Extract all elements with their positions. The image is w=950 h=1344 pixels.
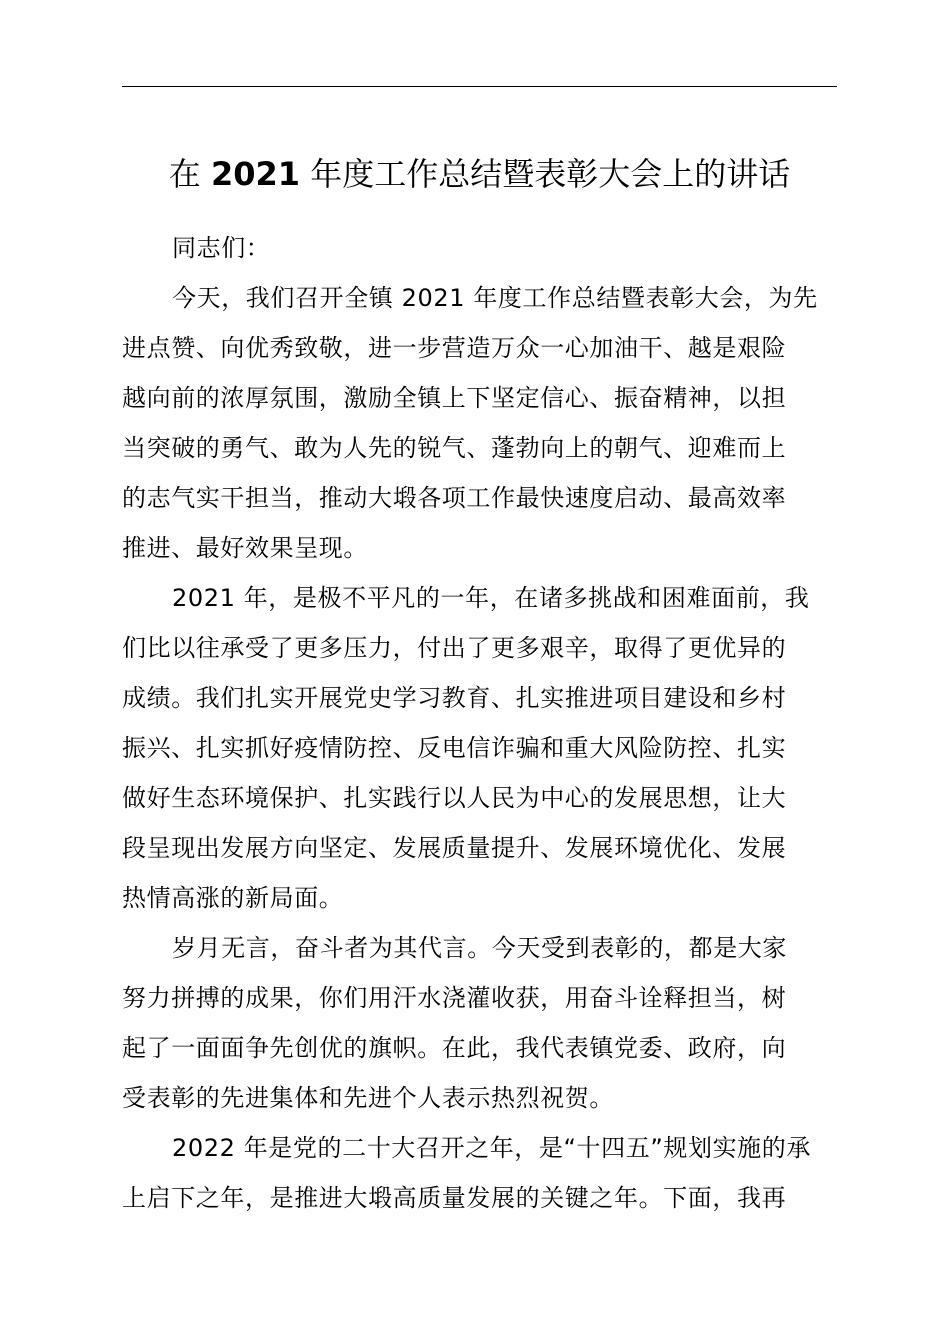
paragraph-2-line-4: 振兴、扎实抓好疫情防控、反电信诈骗和重大风险防控、扎实 (122, 734, 787, 762)
paragraph-2-line-5: 做好生态环境保护、扎实践行以人民为中心的发展思想，让大 (122, 784, 787, 812)
document-body (122, 223, 837, 1223)
paragraph-4-line-1: 2022 年是党的二十大召开之年，是“十四五”规划实施的承 (172, 1134, 811, 1162)
paragraph-1-line-3: 越向前的浓厚氛围，激励全镇上下坚定信心、振奋精神，以担 (122, 384, 787, 412)
header-rule (122, 86, 837, 87)
title-prefix: 在 (168, 155, 211, 193)
paragraph-3-line-1: 岁月无言，奋斗者为其代言。今天受到表彰的，都是大家 (172, 934, 787, 962)
paragraph-1-line-2: 进点赞、向优秀致敬，进一步营造万众一心加油干、越是艰险 (122, 334, 787, 362)
document-title (122, 150, 837, 198)
paragraph-2-line-2: 们比以往承受了更多压力，付出了更多艰辛，取得了更优异的 (122, 634, 787, 662)
paragraph-4-line-2: 上启下之年，是推进大塅高质量发展的关键之年。下面，我再 (122, 1184, 787, 1212)
paragraph-2-line-1: 2021 年，是极不平凡的一年，在诸多挑战和困难面前，我 (172, 584, 810, 612)
paragraph-1-line-1: 今天，我们召开全镇 2021 年度工作总结暨表彰大会，为先 (172, 284, 818, 312)
paragraph-2-line-6: 段呈现出发展方向坚定、发展质量提升、发展环境优化、发展 (122, 834, 787, 862)
paragraph-1-line-6: 推进、最好效果呈现。 (122, 534, 368, 562)
title-suffix: 年度工作总结暨表彰大会上的讲话 (300, 155, 791, 193)
paragraph-3-line-2: 努力拼搏的成果，你们用汗水浇灌收获，用奋斗诠释担当，树 (122, 984, 787, 1012)
paragraph-2-line-3: 成绩。我们扎实开展党史学习教育、扎实推进项目建设和乡村 (122, 684, 787, 712)
paragraph-3-line-4: 受表彰的先进集体和先进个人表示热烈祝贺。 (122, 1084, 614, 1112)
salutation: 同志们： (172, 234, 271, 262)
paragraph-3-line-3: 起了一面面争先创优的旗帜。在此，我代表镇党委、政府，向 (122, 1034, 787, 1062)
paragraph-1-line-5: 的志气实干担当，推动大塅各项工作最快速度启动、最高效率 (122, 484, 787, 512)
paragraph-2-line-7: 热情高涨的新局面。 (122, 884, 344, 912)
paragraph-1-line-4: 当突破的勇气、敢为人先的锐气、蓬勃向上的朝气、迎难而上 (122, 434, 787, 462)
title-year: 2021 (210, 155, 301, 193)
